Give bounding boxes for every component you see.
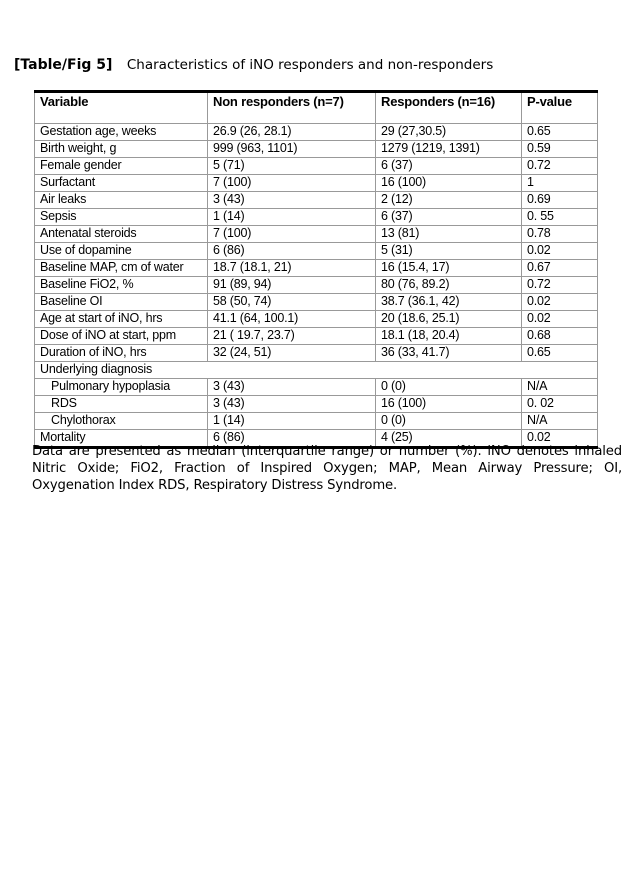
cell-variable: Surfactant (35, 175, 208, 192)
cell-variable: Pulmonary hypoplasia (35, 379, 208, 396)
cell-responders: 0 (0) (376, 413, 522, 430)
cell-non-responders: 999 (963, 1101) (208, 141, 376, 158)
cell-p-value: 0.59 (522, 141, 598, 158)
cell-variable: Mortality (35, 430, 208, 448)
cell-p-value: 1 (522, 175, 598, 192)
table-row (35, 209, 598, 226)
cell-variable: Antenatal steroids (35, 226, 208, 243)
cell-responders: 29 (27,30.5) (376, 124, 522, 141)
characteristics-table (34, 90, 598, 449)
table-row (35, 243, 598, 260)
cell-responders: 6 (37) (376, 209, 522, 226)
cell-non-responders: 1 (14) (208, 209, 376, 226)
cell-variable: Duration of iNO, hrs (35, 345, 208, 362)
cell-variable: Gestation age, weeks (35, 124, 208, 141)
cell-p-value: 0.72 (522, 277, 598, 294)
table-row (35, 277, 598, 294)
table-row (35, 226, 598, 243)
cell-responders: 16 (100) (376, 175, 522, 192)
cell-variable: Female gender (35, 158, 208, 175)
table-row (35, 379, 598, 396)
table-footnote: Data are presented as median (interquartile range) or number (%). iNO denotes inhaled Nitric Oxide; FiO2, Fraction of Inspired Oxygen; MAP, Mean Airway Pressure; OI, Oxygenation Index RDS, Respiratory Distress Syndrome. (32, 444, 622, 493)
cell-non-responders: 3 (43) (208, 192, 376, 209)
table-row (35, 413, 598, 430)
header-non-responders: Non responders (n=7) (208, 92, 376, 124)
cell-responders: 20 (18.6, 25.1) (376, 311, 522, 328)
cell-p-value: 0.68 (522, 328, 598, 345)
cell-variable: Air leaks (35, 192, 208, 209)
cell-variable: RDS (35, 396, 208, 413)
cell-p-value: 0.02 (522, 311, 598, 328)
table-row (35, 260, 598, 277)
table-row (35, 141, 598, 158)
cell-responders: 1279 (1219, 1391) (376, 141, 522, 158)
cell-p-value: 0. 02 (522, 396, 598, 413)
cell-variable: Use of dopamine (35, 243, 208, 260)
cell-p-value: 0.02 (522, 430, 598, 448)
cell-non-responders: 21 ( 19.7, 23.7) (208, 328, 376, 345)
group-label: Underlying diagnosis (35, 362, 598, 379)
cell-responders: 2 (12) (376, 192, 522, 209)
header-variable: Variable (35, 92, 208, 124)
cell-responders: 18.1 (18, 20.4) (376, 328, 522, 345)
cell-variable: Birth weight, g (35, 141, 208, 158)
cell-p-value: 0.69 (522, 192, 598, 209)
cell-non-responders: 26.9 (26, 28.1) (208, 124, 376, 141)
cell-non-responders: 1 (14) (208, 413, 376, 430)
cell-p-value: 0.02 (522, 294, 598, 311)
table-row (35, 311, 598, 328)
figure-caption: Characteristics of iNO responders and non-responders (126, 57, 494, 73)
cell-non-responders: 41.1 (64, 100.1) (208, 311, 376, 328)
table-row (35, 345, 598, 362)
cell-responders: 6 (37) (376, 158, 522, 175)
cell-responders: 38.7 (36.1, 42) (376, 294, 522, 311)
cell-variable: Chylothorax (35, 413, 208, 430)
cell-p-value: 0.78 (522, 226, 598, 243)
cell-p-value: 0.67 (522, 260, 598, 277)
cell-responders: 80 (76, 89.2) (376, 277, 522, 294)
cell-p-value: 0.02 (522, 243, 598, 260)
cell-non-responders: 58 (50, 74) (208, 294, 376, 311)
cell-p-value: 0.72 (522, 158, 598, 175)
cell-responders: 16 (100) (376, 396, 522, 413)
cell-non-responders: 18.7 (18.1, 21) (208, 260, 376, 277)
cell-non-responders: 32 (24, 51) (208, 345, 376, 362)
cell-non-responders: 91 (89, 94) (208, 277, 376, 294)
group-row (35, 362, 598, 379)
cell-non-responders: 3 (43) (208, 396, 376, 413)
cell-variable: Baseline FiO2, % (35, 277, 208, 294)
figure-label: [Table/Fig 5] (14, 57, 113, 73)
header-responders: Responders (n=16) (376, 92, 522, 124)
cell-non-responders: 6 (86) (208, 243, 376, 260)
cell-responders: 0 (0) (376, 379, 522, 396)
cell-non-responders: 7 (100) (208, 226, 376, 243)
cell-variable: Age at start of iNO, hrs (35, 311, 208, 328)
table-row (35, 328, 598, 345)
cell-non-responders: 3 (43) (208, 379, 376, 396)
figure-title (14, 57, 493, 73)
table-row (35, 396, 598, 413)
cell-variable: Dose of iNO at start, ppm (35, 328, 208, 345)
cell-non-responders: 6 (86) (208, 430, 376, 448)
cell-p-value: N/A (522, 379, 598, 396)
cell-responders: 13 (81) (376, 226, 522, 243)
cell-responders: 5 (31) (376, 243, 522, 260)
header-p-value: P-value (522, 92, 598, 124)
cell-p-value: 0. 55 (522, 209, 598, 226)
cell-responders: 16 (15.4, 17) (376, 260, 522, 277)
cell-responders: 36 (33, 41.7) (376, 345, 522, 362)
cell-p-value: N/A (522, 413, 598, 430)
table-row (35, 175, 598, 192)
cell-variable: Baseline OI (35, 294, 208, 311)
cell-non-responders: 5 (71) (208, 158, 376, 175)
cell-p-value: 0.65 (522, 345, 598, 362)
header-row (35, 92, 598, 124)
cell-p-value: 0.65 (522, 124, 598, 141)
table-row (35, 158, 598, 175)
table-row (35, 294, 598, 311)
table-row (35, 124, 598, 141)
cell-variable: Sepsis (35, 209, 208, 226)
cell-responders: 4 (25) (376, 430, 522, 448)
cell-non-responders: 7 (100) (208, 175, 376, 192)
table-row (35, 192, 598, 209)
cell-variable: Baseline MAP, cm of water (35, 260, 208, 277)
